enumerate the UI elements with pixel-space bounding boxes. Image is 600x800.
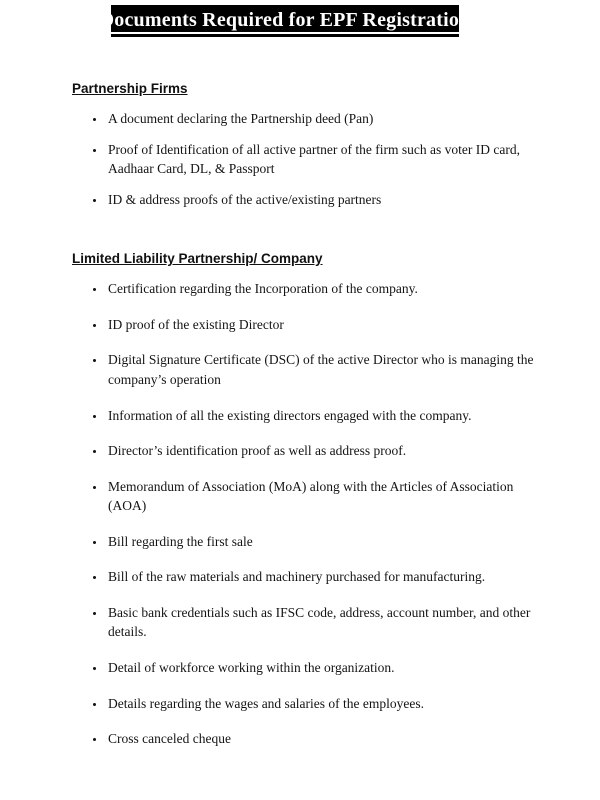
page-title: Documents Required for EPF Registration xyxy=(100,9,471,34)
section-llp-company xyxy=(72,251,540,748)
bullet-item: • Memorandum of Association (MoA) along with the Articles of Association (AOA) xyxy=(106,477,540,516)
bullet-item: • Director’s identification proof as well as address proof. xyxy=(106,441,540,461)
bullet-item: • Cross canceled cheque xyxy=(106,729,540,749)
bullet-list-llp-company xyxy=(72,279,540,748)
bullet-list-partnership-firms xyxy=(72,109,540,209)
section-partnership-firms xyxy=(72,81,540,209)
bullet-item: • Details regarding the wages and salaries of the employees. xyxy=(106,694,540,714)
bullet-item: • ID & address proofs of the active/existing partners xyxy=(106,190,540,210)
section-heading-partnership-firms: Partnership Firms xyxy=(72,81,188,96)
bullet-item: • Detail of workforce working within the organization. xyxy=(106,658,540,678)
document-content xyxy=(0,81,600,749)
bullet-item: • ID proof of the existing Director xyxy=(106,315,540,335)
bullet-item: • Information of all the existing directors engaged with the company. xyxy=(106,406,540,426)
section-heading-llp-company: Limited Liability Partnership/ Company xyxy=(72,251,323,267)
bullet-item: • Bill regarding the first sale xyxy=(106,532,540,552)
bullet-item: • Digital Signature Certificate (DSC) of the active Director who is managing the company’s operation xyxy=(106,350,540,389)
bullet-item: • Basic bank credentials such as IFSC code, address, account number, and other details. xyxy=(106,603,540,642)
bullet-item: • Proof of Identification of all active partner of the firm such as voter ID card, Aadhaar Card, DL, & Passport xyxy=(106,140,540,179)
bullet-item: • Certification regarding the Incorporation of the company. xyxy=(106,279,540,299)
title-banner xyxy=(99,5,471,37)
bullet-item: • Bill of the raw materials and machinery purchased for manufacturing. xyxy=(106,567,540,587)
bullet-item: • A document declaring the Partnership deed (Pan) xyxy=(106,109,540,129)
